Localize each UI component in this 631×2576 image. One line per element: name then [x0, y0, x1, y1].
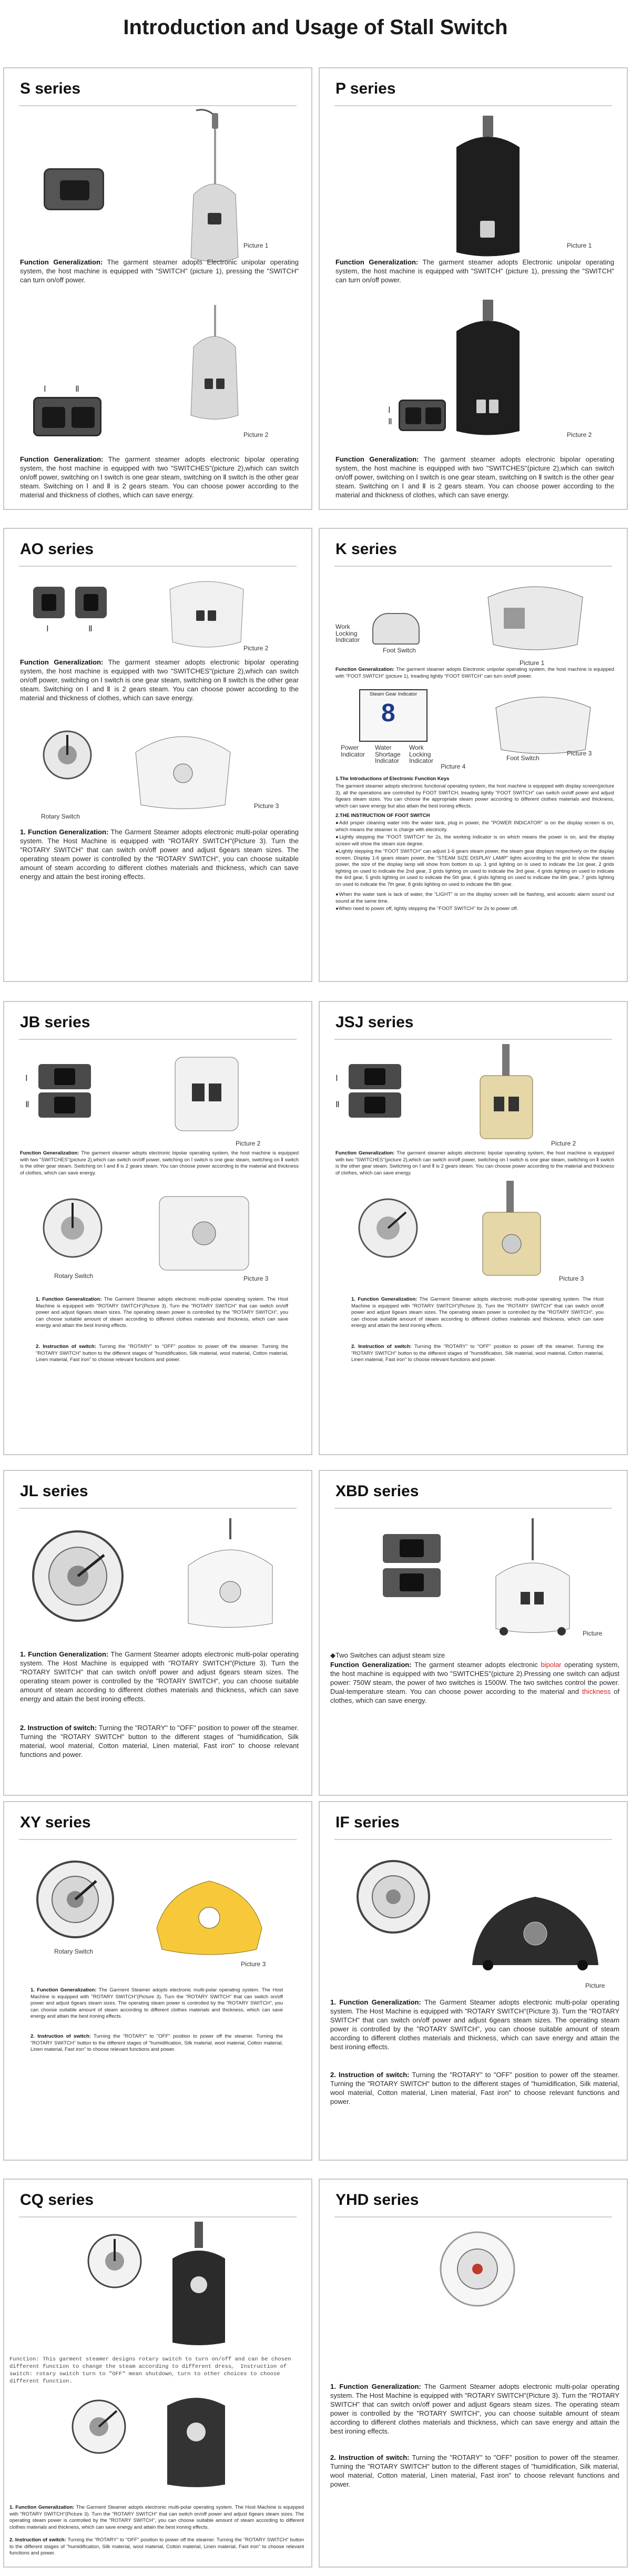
caption: Picture 2 — [243, 431, 269, 438]
roman-label: Ⅱ — [88, 625, 93, 633]
jsj-steamer-illustration-2 — [472, 1181, 551, 1281]
cq-steamer-illustration — [162, 2222, 236, 2348]
jl-rotary-illustration — [25, 1524, 130, 1629]
section-title: JB series — [20, 1014, 90, 1031]
ao-steamer-top-illustration — [165, 574, 249, 652]
text-block: Function Generalization: The garment steamer adopts Electronic unipolar operating system, the host machine is equipped with "SWITCH" (picture 1), pressing the "SWITCH" can turn on/off power. — [20, 258, 299, 284]
page-title: Introduction and Usage of Stall Switch — [123, 16, 508, 39]
cq-rotary-illustration-2 — [67, 2395, 130, 2463]
text-block: 2. Instruction of switch: Turning the "ROTARY" to "OFF" position to power off the steamer. Turning the "ROTARY SWITCH" button to the different stages of "humidification, Silk material, wool material, Cotton material, Linen material, Fast iron" to choose relevant functions and power. — [330, 2071, 619, 2105]
text-block: Function Generalization: The garment steamer adopts electronic bipolar operating system, the host machine is equipped with two "SWITCHES"(picture 2),which can switch on/off power, switching on Ⅰ switch is one gear steam, switching on Ⅱ switch is the other gear steam. Switching on Ⅰ and Ⅱ is 2 gears steam. You can choose power according to the material and thickness of clothes, which can save energy. — [20, 1150, 299, 1176]
xy-steamer-illustration — [151, 1860, 267, 1960]
switch-rocker — [60, 180, 89, 200]
text-block: 1. Function Generalization: The Garment Steamer adopts electronic multi-polar operating system. The Host Machine is equipped with "ROTARY SWITCH"(Picture 3). Turn the "ROTARY SWITCH" that can switch on/off power and adjust 6gears steam sizes. The operating steam power is controlled by the "ROTARY SWITCH", you can choose suitable amount of steam according to different clothes materials and thickness, which can save energy and attain the best ironing effects. — [330, 2383, 619, 2435]
text-block: 2. Instruction of switch: Turning the "ROTARY" to "OFF" position to power off the steamer. Turning the "ROTARY SWITCH" button to the different stages of "humidification, Silk material, wool material, Cotton material, Linen material, Fast iron" to choose relevant functions and power. — [30, 2033, 283, 2052]
ao-switch-2 — [75, 587, 107, 618]
switch-rocker — [42, 407, 65, 428]
jsj-steamer-illustration — [470, 1044, 543, 1144]
xbd-switch-1 — [383, 1534, 441, 1563]
divider — [19, 1839, 297, 1840]
text-block: Function Generalization: The garment steamer adopts electronic bipolar operating system, the host machine is equipped with two "SWITCHES"(picture 2),which can switch on/off power, switching on Ⅰ switch is one gear steam, switching on Ⅱ switch is the other gear steam. Switching on Ⅰ and Ⅱ is 2 gears steam. You can choose power according to the material and thickness of clothes, which can save energy. — [20, 455, 299, 499]
section-title: S series — [20, 80, 81, 97]
caption: Picture 3 — [567, 750, 592, 757]
s-switch-large — [44, 168, 104, 210]
ao-switch-1 — [33, 587, 65, 618]
panel-jl-series — [3, 1470, 312, 1796]
section-title: YHD series — [335, 2191, 419, 2209]
panel-xy-series — [3, 1801, 312, 2161]
text-block: 2. Instruction of switch: Turning the "ROTARY" to "OFF" position to power off the steamer. Turning the "ROTARY SWITCH" button to the different stages of "humidification, Silk material, wool material, Cotton material, Linen material, Fast iron" to choose relevant functions and power. — [330, 2454, 619, 2488]
divider — [334, 105, 612, 106]
text-block: 1. Function Generalization: The Garment Steamer adopts electronic multi-polar operating system. The Host Machine is equipped with "ROTARY SWITCH"(Picture 3). Turn the "ROTARY SWITCH" that can switch on/off power and adjust 6gears steam sizes. The operating steam power is controlled by the "ROTARY SWITCH", you can choose suitable amount of steam according to different clothes materials and thickness, which can save energy and attain the best ironing effects. — [36, 1296, 288, 1328]
caption: Picture 3 — [243, 1275, 269, 1282]
display-digit: 8 — [381, 699, 395, 727]
text-block: 1. Function Generalization: The Garment Steamer adopts electronic multi-polar operating system. The Host Machine is equipped with "ROTARY SWITCH"(Picture 3). Turn the "ROTARY SWITCH" that can switch on/off power and adjust 6gears steam sizes. The operating steam power is controlled by the "ROTARY SWITCH", you can choose suitable amount of steam according to different clothes materials and thickness, which can save energy and attain the best ironing effects. — [9, 2505, 304, 2530]
list-item: ●When the water tank is lack of water, the "LIGHT" is on the display screen will be flashing, and acoustic alarm sound out sound at the same time. — [335, 892, 614, 904]
switch-rocker — [364, 1068, 385, 1085]
text-block: Function Generalization: The garment steamer adopts electronic bipolar operating system, the host machine is equipped with two "SWITCHES"(picture 2),which can switch on/off power, switching on Ⅰ switch is one gear steam, switching on Ⅱ switch is the other gear steam. Switching on Ⅰ and Ⅱ is 2 gears steam. You can choose power according to the material and thickness of clothes, which can save energy. — [335, 455, 614, 499]
section-title: JL series — [20, 1483, 88, 1500]
caption: Rotary Switch — [54, 1272, 94, 1280]
text-block: 1. Function Generalization: The Garment Steamer adopts electronic multi-polar operating system. The Host Machine is equipped with "ROTARY SWITCH"(Picture 3). Turn the "ROTARY SWITCH" that can switch on/off power and adjust 6gears steam sizes. The operating steam power is controlled by the "ROTARY SWITCH", you can choose suitable amount of steam according to different clothes materials and thickness, which can save energy and attain the best ironing effects. — [20, 828, 299, 881]
label: Work Locking Indicator — [335, 623, 360, 643]
text-block: Function Generalization: The garment steamer adopts electronic bipolar operating system, the host machine is equipped with two "SWITCHES"(picture 2).Pressing one switch can adjust power: 750W steam, the power of two switches is 1500W. The two switches control the power. Dual-temperature steam. You can choose power according to the material and thickness of clothes, which can save energy. — [330, 1661, 619, 1704]
jb-steamer-illustration — [165, 1047, 249, 1136]
switch-rocker — [364, 1097, 385, 1113]
caption: Picture 3 — [241, 1960, 266, 1968]
caption: Picture 2 — [243, 645, 269, 652]
divider — [19, 1039, 297, 1040]
yhd-rotary-illustration — [430, 2227, 525, 2316]
roman-label: Ⅰ — [25, 1074, 28, 1083]
text-block: 2. Instruction of switch: Turning the "ROTARY" to "OFF" position to power off the steamer. Turning the "ROTARY SWITCH" button to the different stages of "humidification, Silk material, wool material, Cotton material, Linen material, Fast iron" to choose relevant functions and power. — [36, 1344, 289, 1363]
divider — [334, 1839, 612, 1840]
text-block: 1. Function Generalization: The Garment Steamer adopts electronic multi-polar operating system. The Host Machine is equipped with "ROTARY SWITCH"(Picture 3). Turn the "ROTARY SWITCH" that can switch on/off power and adjust 6gears steam sizes. The operating steam power is controlled by the "ROTARY SWITCH", you can choose suitable amount of steam according to different clothes materials and thickness, which can save energy and attain the best ironing effects. — [20, 1650, 299, 1703]
p-switch-pair — [399, 400, 446, 431]
switch-rocker — [425, 407, 441, 424]
text-block: Function Generalization: The garment steamer adopts Electronic unipolar operating system, the host machine is equipped with "FOOT SWITCH" (picture 1), treading lightly "FOOT SWITCH" can turn on/off power. — [335, 667, 614, 679]
panel-jb-series — [3, 1001, 312, 1455]
p-steamer-illustration — [451, 116, 525, 258]
section-title: P series — [335, 80, 396, 97]
p-steamer-illustration-2 — [451, 300, 525, 436]
label: Work Locking Indicator — [409, 744, 434, 764]
note: ◆Two Switches can adjust steam size — [330, 1651, 445, 1659]
switch-rocker — [84, 594, 98, 611]
text-block: 1.The Introductions of Electronic Function Keys — [335, 776, 450, 782]
roman-label: Ⅱ — [388, 417, 392, 426]
list-item: ●When need to power off, lightly stepping the "FOOT SWITCH" for 2s to power off. — [335, 906, 518, 912]
section-title: CQ series — [20, 2191, 94, 2209]
switch-rocker — [42, 594, 56, 611]
label: Water Shortage Indicator — [375, 744, 401, 764]
cq-steamer-illustration-2 — [157, 2385, 236, 2490]
text-block: 2. Instruction of switch: Turning the "ROTARY" to "OFF" position to power off the steamer. Turning the "ROTARY SWITCH" button to the different stages of "humidification, Silk material, wool material, Cotton material, Linen material, Fast iron" to choose relevant functions and power. — [9, 2537, 304, 2556]
caption: Picture 3 — [559, 1275, 584, 1282]
panel-s-series — [3, 67, 312, 510]
display-heading: Steam Gear Indicator — [369, 691, 418, 697]
text-block: The garment steamer adopts electronic functional operating system, the host machine is equipped with display screen(picture 3), all the operations are controlled by FOOT SWITCH, treading lightly "FOOT SWITCH" can switch on/off power and adjust 6gears steam sizes. You can choose the appropriate steam power according to different clothes materials and thickness, which can save energy but also attain the best ironing effects. — [335, 783, 614, 809]
xbd-switch-2 — [383, 1568, 441, 1597]
caption: Rotary Switch — [54, 1948, 94, 1955]
s-steamer-illustration — [186, 110, 243, 268]
text-block: Function Generalization: The garment steamer adopts electronic bipolar operating system, the host machine is equipped with two "SWITCHES"(picture 2),which can switch on/off power, switching on Ⅰ switch is one gear steam, switching on Ⅱ switch is the other gear steam. Switching on Ⅰ and Ⅱ is 2 gears steam. You can choose power according to the material and thickness of clothes, which can save energy. — [335, 1150, 614, 1176]
roman-label: Ⅰ — [335, 1074, 338, 1083]
roman-label: Ⅰ — [44, 385, 46, 394]
roman-label: Ⅱ — [335, 1100, 340, 1109]
text-block: 2.THE INSTRUCTION OF FOOT SWITCH — [335, 813, 430, 819]
label: Foot Switch — [383, 647, 416, 654]
divider — [19, 1508, 297, 1509]
panel-yhd-series — [319, 2179, 628, 2568]
section-title: JSJ series — [335, 1014, 414, 1031]
caption: Picture 3 — [254, 802, 279, 810]
divider — [334, 1039, 612, 1040]
caption: Picture 1 — [520, 659, 545, 667]
panel-if-series — [319, 1801, 628, 2161]
switch-rocker — [72, 407, 95, 428]
divider — [334, 566, 612, 567]
label: Power Indicator — [341, 744, 365, 758]
if-rotary-illustration — [351, 1855, 435, 1939]
k-steamer-illustration-2 — [493, 687, 593, 755]
panel-p-series — [319, 67, 628, 510]
section-title: K series — [335, 540, 397, 558]
roman-label: Ⅰ — [46, 625, 49, 633]
xy-rotary-illustration — [30, 1855, 120, 1944]
caption: Picture 1 — [243, 242, 269, 249]
jb-steamer-illustration-2 — [151, 1186, 257, 1275]
jb-switch-2 — [38, 1092, 91, 1118]
switch-rocker — [400, 1539, 424, 1557]
caption: Picture 2 — [551, 1140, 576, 1147]
text-block: 2. Instruction of switch: Turning the "ROTARY" to "OFF" position to power off the steamer. Turning the "ROTARY SWITCH" button to the different stages of "humidification, Silk material, wool material, Cotton material, Linen material, Fast iron" to choose relevant functions and power. — [351, 1344, 604, 1363]
text-block: Function Generalization: The garment steamer adopts Electronic unipolar operating system, the host machine is equipped with "SWITCH" (picture 1), pressing the "SWITCH" can turn on/off power. — [335, 258, 614, 284]
switch-rocker — [400, 1573, 424, 1591]
caption: Picture 1 — [567, 242, 592, 249]
caption: Picture 2 — [236, 1140, 261, 1147]
xbd-steamer-illustration — [488, 1518, 577, 1639]
ao-steamer-illustration — [125, 721, 241, 810]
jsj-switch-1 — [349, 1064, 401, 1089]
switch-rocker — [54, 1097, 75, 1113]
jl-steamer-illustration — [178, 1518, 283, 1634]
section-title: XY series — [20, 1814, 91, 1831]
switch-rocker — [405, 407, 421, 424]
text-block: 1. Function Generalization: The Garment Steamer adopts electronic multi-polar operating system. The Host Machine is equipped with "ROTARY SWITCH"(Picture 3). Turn the "ROTARY SWITCH" that can switch on/off power and adjust 6gears steam sizes. The operating steam power is controlled by the "ROTARY SWITCH", you can choose suitable amount of steam according to different clothes materials and thickness, which can save energy and attain the best ironing effects. — [330, 1998, 619, 2051]
divider — [19, 105, 297, 106]
k-foot-switch — [372, 613, 420, 645]
switch-rocker — [54, 1068, 75, 1085]
s-switch-pair — [33, 397, 101, 436]
caption: Rotary Switch — [41, 813, 80, 820]
s-steamer-illustration-2 — [186, 305, 243, 426]
if-steamer-illustration — [467, 1886, 604, 1970]
list-item: ●Add proper cleaning water into the water tank, plug in power, the "POWER INDICATOR" is on the display screen is on, which means the steamer is charge with electricity. — [335, 820, 614, 833]
section-title: AO series — [20, 540, 94, 558]
caption: Picture — [583, 1630, 603, 1637]
text-block: 1. Function Generalization: The Garment Steamer adopts electronic multi-polar operating system. The Host Machine is equipped with "ROTARY SWITCH"(Picture 3). Turn the "ROTARY SWITCH" that can switch on/off power and adjust 6gears steam sizes. The operating steam power is controlled by the "ROTARY SWITCH", you can choose suitable amount of steam according to different clothes materials and thickness, which can save energy and attain the best ironing effects. — [351, 1296, 604, 1328]
k-display-screen — [359, 689, 428, 742]
cq-rotary-illustration — [83, 2230, 146, 2303]
jsj-rotary-illustration — [351, 1191, 430, 1270]
label: Foot Switch — [506, 754, 540, 762]
text-block: 2. Instruction of switch: Turning the "ROTARY" to "OFF" position to power off the steamer. Turning the "ROTARY SWITCH" button to the different stages of "humidification, Silk material, wool material, Cotton material, Linen material, Fast iron" to choose relevant functions and power. — [20, 1724, 299, 1759]
panel-xbd-series — [319, 1470, 628, 1796]
divider — [19, 2216, 297, 2217]
text-block: Function Generalization: The garment steamer adopts electronic bipolar operating system, the host machine is equipped with two "SWITCHES"(picture 2),which can switch on/off power, switching on Ⅰ switch is one gear steam, switching on Ⅱ switch is the other gear steam. Switching on Ⅰ and Ⅱ is 2 gears steam. You can choose power according to the material and thickness of clothes, which can save energy. — [20, 658, 299, 702]
panel-ao-series — [3, 528, 312, 982]
caption: Picture 4 — [441, 763, 466, 770]
caption: Picture 2 — [567, 431, 592, 438]
panel-k-series — [319, 528, 628, 982]
jsj-switch-2 — [349, 1092, 401, 1118]
divider — [19, 566, 297, 567]
k-steamer-illustration — [483, 576, 588, 655]
divider — [334, 2216, 612, 2217]
list-item: ●Lightly stepping the "FOOT SWITCH" for 2s, the working indicator is on which means the power is on, and the display screen will show the steam size degree. — [335, 834, 614, 847]
caption: Picture — [585, 1982, 605, 1989]
list-item: ●Lightly stepping the "FOOT SWITCH" can adjust 1-6 gears steam power, the steam gear displays respectively on the display screen. Display 1-6 gears steam power, the "STEAM SIZE DISPLAY LAMP" lights according to the grid to show the steam power, the size of the display lamp will show from bottom to up. 1 grid lighting on is used to indicate the 1st gear, 2 grids lighting on used to indicate the 2nd gear, 3 grids lighting on used to indicate the 3rd gear, 4 grids lighting on used to indicate the 4rd gear, 5 grids lighting on used to indicate the 5th gear, 6 grids lighting on used to indicate the 6th gear, 7 grids lighting on used to indicate the 7th gear, 8 grids lighting on used to indicate the 8th gear. — [335, 849, 614, 887]
roman-label: Ⅱ — [75, 385, 79, 394]
text-block: Function: This garment steamer designs rotary switch to turn on/off and can be chosen different function to change the steam according to different dress。 Instruction of switch: rotary switch turn to "OFF" mean shutdown，turn to other choices to choose different function. — [9, 2356, 291, 2385]
jb-switch-1 — [38, 1064, 91, 1089]
text-block: 1. Function Generalization: The Garment Steamer adopts electronic multi-polar operating system. The Host Machine is equipped with "ROTARY SWITCH"(Picture 3). Turn the "ROTARY SWITCH" that can switch on/off power and adjust 6gears steam sizes. The operating steam power is controlled by the "ROTARY SWITCH", you can choose suitable amount of steam according to different clothes materials and thickness, which can save energy and attain the best ironing effects. — [30, 1987, 283, 2019]
panel-jsj-series — [319, 1001, 628, 1455]
divider — [334, 1508, 612, 1509]
roman-label: Ⅱ — [25, 1100, 29, 1109]
panel-cq-series — [3, 2179, 312, 2568]
section-title: IF series — [335, 1814, 400, 1831]
ao-rotary-illustration — [36, 723, 99, 802]
roman-label: Ⅰ — [388, 406, 391, 415]
section-title: XBD series — [335, 1483, 419, 1500]
jb-rotary-illustration — [36, 1191, 115, 1270]
